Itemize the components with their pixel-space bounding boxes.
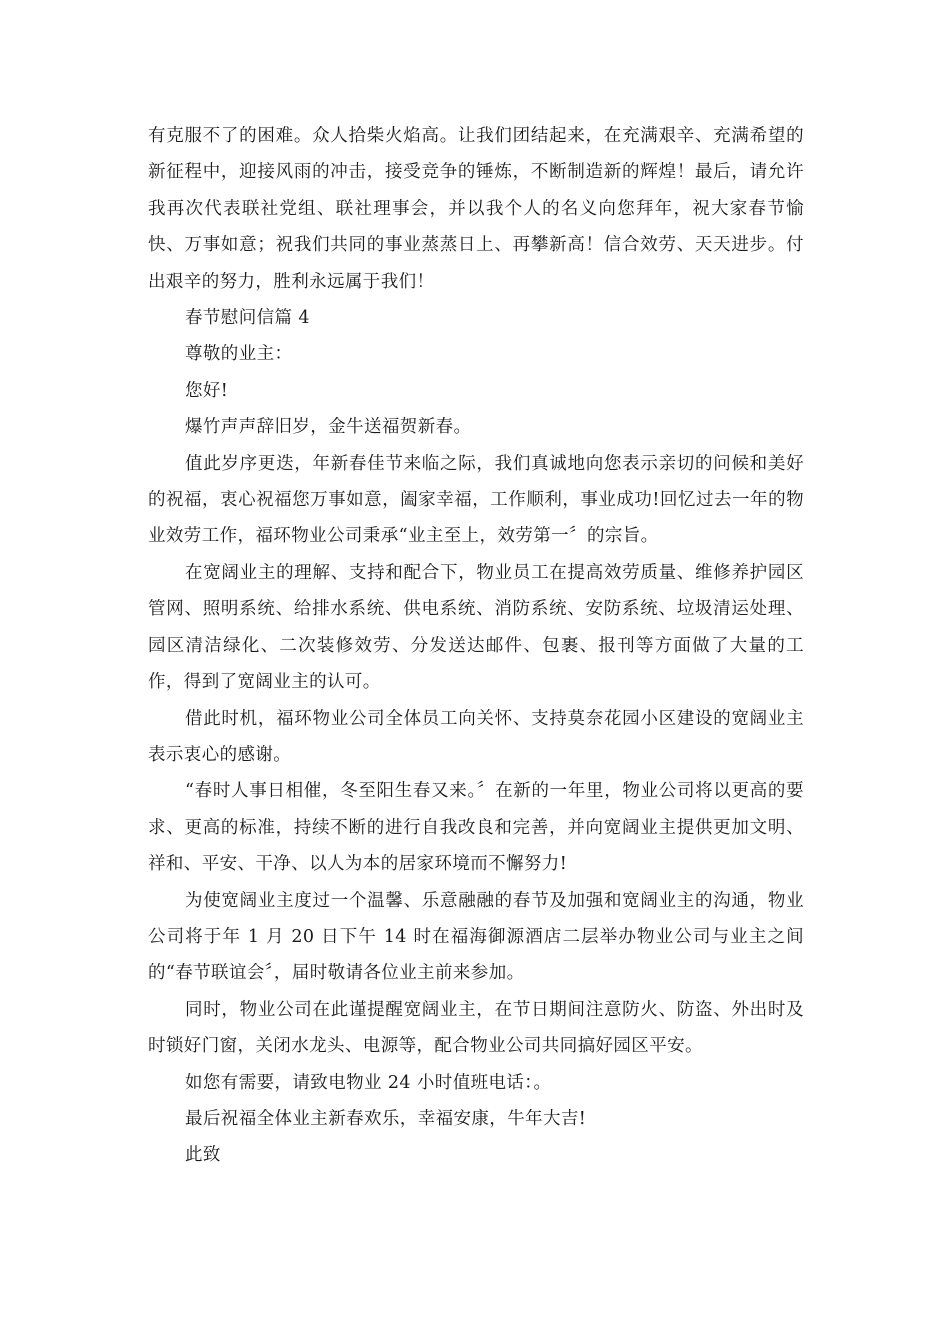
- greeting: 您好!: [185, 380, 229, 401]
- paragraph-final-wishes: 最后祝福全体业主新春欢乐，幸福安康，牛年大吉!: [185, 1108, 587, 1129]
- paragraph-party-invitation: 为使宽阔业主度过一个温馨、乐意融融的春节及加强和宽阔业主的沟通，物业公司将于年 1 月 20 日下午 14 时在福海御源酒店二层举办物业公司与业主之间的“春节联谊会〞，届时敬请各位业主前来参加。: [148, 890, 804, 984]
- section-heading: 春节慰问信篇 4: [185, 308, 310, 329]
- salutation: 尊敬的业主：: [185, 344, 293, 365]
- document-body: [148, 118, 804, 1174]
- paragraph-closing-remarks: 有克服不了的困难。众人拾柴火焰高。让我们团结起来，在充满艰辛、充满希望的新征程中，迎接风雨的冲击，接受竞争的锤炼，不断制造新的辉煌！最后，请允许我再次代表联社党组、联社理事会，并以我个人的名义向您拜年，祝大家春节愉快、万事如意；祝我们共同的事业蒸蒸日上、再攀新高！信合效劳、天天进步。付出艰辛的努力，胜利永远属于我们！: [148, 126, 804, 292]
- paragraph-work-review: 在宽阔业主的理解、支持和配合下，物业员工在提高效劳质量、维修养护园区管网、照明系统、给排水系统、供电系统、消防系统、安防系统、垃圾清运处理、园区清洁绿化、二次装修效劳、分发送达邮件、包裹、报刊等方面做了大量的工作，得到了宽阔业主的认可。: [148, 562, 804, 693]
- paragraph-hotline: 如您有需要，请致电物业 24 小时值班电话：。: [185, 1072, 552, 1093]
- paragraph-thanks: 借此时机，福环物业公司全体员工向关怀、支持莫奈花园小区建设的宽阔业主表示衷心的感谢。: [148, 708, 804, 765]
- paragraph-safety-reminder: 同时，物业公司在此谨提醒宽阔业主，在节日期间注意防火、防盗、外出时及时锁好门窗，关闭水龙头、电源等，配合物业公司共同搞好园区平安。: [148, 999, 804, 1057]
- paragraph-wishes: 值此岁序更迭，年新春佳节来临之际，我们真诚地向您表示亲切的问候和美好的祝福，衷心祝福您万事如意，阖家幸福，工作顺利，事业成功!回忆过去一年的物业效劳工作，福环物业公司秉承“业主至上，效劳第一〞的宗旨。: [148, 453, 804, 547]
- closing-cizhi: 此致: [185, 1145, 221, 1166]
- paragraph-new-year-goals: “春时人事日相催，冬至阳生春又来。〞在新的一年里，物业公司将以更高的要求、更高的标准，持续不断的进行自我改良和完善，并向宽阔业主提供更加文明、祥和、平安、干净、以人为本的居家环境而不懈努力!: [148, 781, 804, 875]
- paragraph-couplet: 爆竹声声辞旧岁，金牛送福贺新春。: [185, 417, 472, 438]
